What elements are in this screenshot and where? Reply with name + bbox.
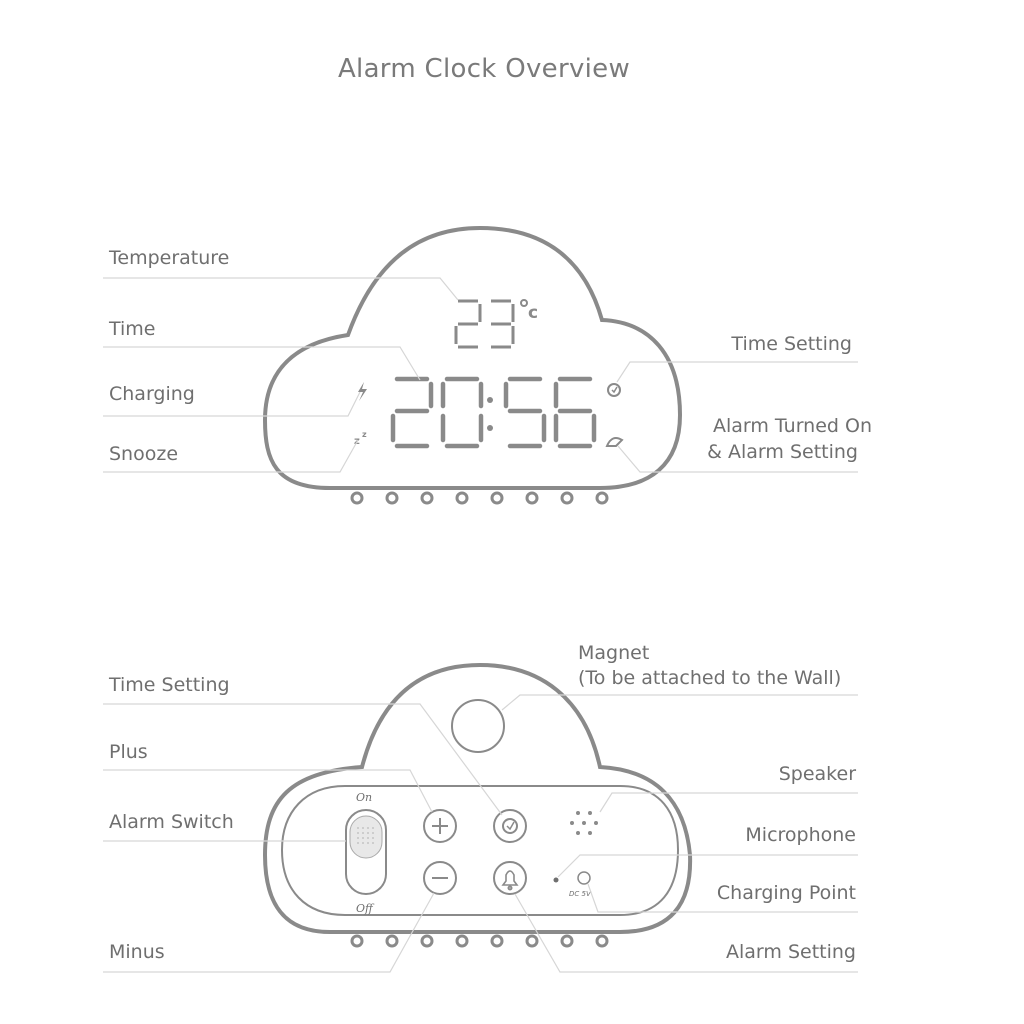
time-display xyxy=(393,379,594,446)
switch-off-label: Off xyxy=(356,902,373,915)
svg-text:z: z xyxy=(354,436,360,447)
back-feet xyxy=(352,936,607,946)
label-time-setting-front: Time Setting xyxy=(731,333,852,355)
label-plus: Plus xyxy=(109,741,148,763)
temperature-unit: c xyxy=(528,303,539,323)
label-minus: Minus xyxy=(109,941,165,963)
charging-port-label: DC 5V xyxy=(569,890,591,898)
front-cloud-outline xyxy=(265,228,680,488)
alarm-setting-button[interactable] xyxy=(494,862,526,894)
label-alarm-setting: Alarm Setting xyxy=(726,941,856,963)
microphone-icon xyxy=(554,878,559,883)
back-cloud-outline xyxy=(265,665,690,932)
speaker-icon xyxy=(570,811,598,835)
front-clock xyxy=(265,228,680,503)
charging-port-icon xyxy=(578,872,590,884)
switch-on-label: On xyxy=(356,791,373,804)
clock-icon xyxy=(608,384,620,396)
label-speaker: Speaker xyxy=(778,763,856,785)
label-alarm-switch: Alarm Switch xyxy=(109,811,234,833)
time-setting-button[interactable] xyxy=(494,810,526,842)
page-title: Alarm Clock Overview xyxy=(337,54,631,84)
alarm-switch-slider xyxy=(346,810,386,894)
label-alarm-on-line2: & Alarm Setting xyxy=(707,441,858,463)
label-microphone: Microphone xyxy=(745,824,856,846)
time-colon xyxy=(487,397,493,431)
minus-button[interactable] xyxy=(424,862,456,894)
label-alarm-on-line1: Alarm Turned On xyxy=(712,415,872,437)
temperature-display xyxy=(456,300,527,347)
label-time-setting-back: Time Setting xyxy=(109,674,230,696)
charging-icon xyxy=(358,382,367,401)
label-temperature: Temperature xyxy=(109,247,230,269)
back-clock xyxy=(265,665,690,946)
label-time: Time xyxy=(109,318,156,340)
magnet-icon xyxy=(452,700,504,752)
back-panel-outline xyxy=(282,786,678,915)
bell-icon xyxy=(607,438,622,446)
label-magnet-line1: Magnet xyxy=(578,642,650,664)
label-charging-point: Charging Point xyxy=(716,882,856,904)
label-snooze: Snooze xyxy=(109,443,179,465)
label-magnet-line2: (To be attached to the Wall) xyxy=(578,667,842,689)
plus-button[interactable] xyxy=(424,810,456,842)
svg-text:z: z xyxy=(362,430,367,439)
front-feet xyxy=(352,493,607,503)
label-charging: Charging xyxy=(109,383,195,405)
